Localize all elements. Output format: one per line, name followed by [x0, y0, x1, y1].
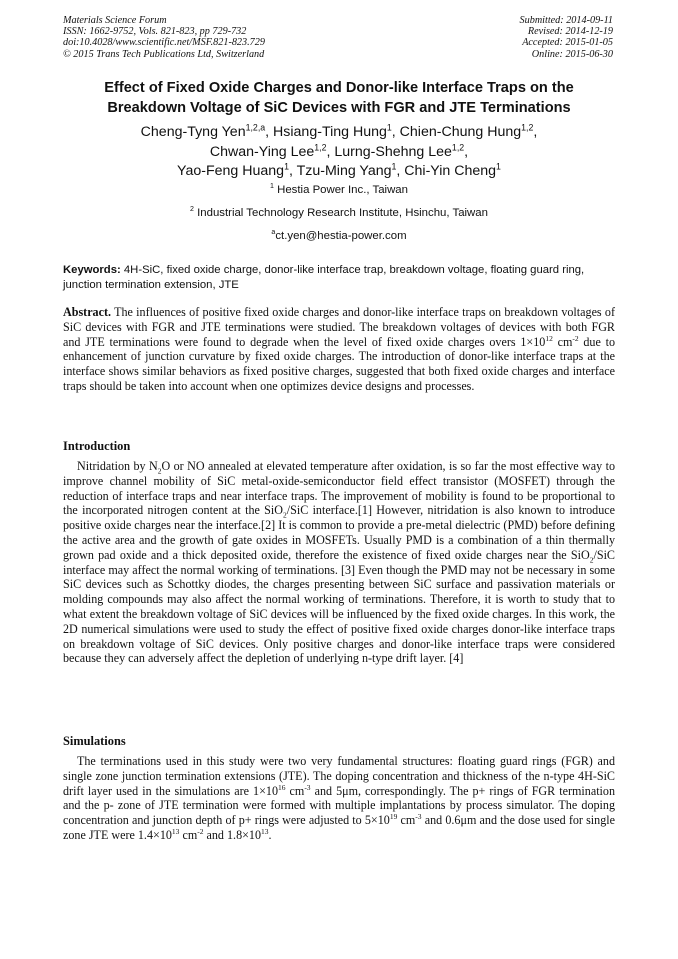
body-text: cm — [179, 827, 198, 842]
abstract-sup: -2 — [572, 333, 579, 343]
body-sub: 2 — [589, 555, 594, 565]
body-text: The terminations used in this study were two very fundamental structures: floating guard rings (FGR) and single zone junction termination extensions (JTE). The doping concentration and thickness of the n-type 4H-SiC drift layer used in the simulations are 1×10 — [63, 754, 615, 798]
date-accepted: Accepted: 2015-01-05 — [522, 37, 613, 49]
date-revised: Revised: 2014-12-19 — [527, 26, 613, 38]
body-text: O or NO annealed at elevated temperature after oxidation, is so far the most effective way to improve channel mobility of SiC metal-oxide-semiconductor field effect transistor (MOSFET) through the reduction of interface traps and near interface traps. The improvement of mobility is found to be proportional to the incorporated nitrogen content at the SiO — [63, 459, 615, 518]
author-affil-sup: 1 — [284, 161, 289, 172]
simulations-heading: Simulations — [63, 734, 126, 748]
abstract-block — [63, 305, 615, 394]
keywords-text: 4H-SiC, fixed oxide charge, donor-like interface trap, breakdown voltage, floating guard ring, junction termination extension, JTE — [63, 264, 585, 291]
date-online: Online: 2015-06-30 — [531, 48, 613, 60]
affiliation-text: Hestia Power Inc., Taiwan — [273, 184, 408, 196]
body-sup: -3 — [304, 782, 311, 792]
simulations-paragraph — [63, 754, 615, 843]
abstract-sup: 12 — [545, 333, 553, 343]
author-affil-sup: 1 — [496, 161, 501, 172]
body-text: cm — [285, 783, 305, 798]
body-text: and 0.6μm and the dose used for single zone JTE were 1.4×10 — [63, 813, 615, 842]
journal-copyright: © 2015 Trans Tech Publications Ltd, Switzerland — [63, 48, 265, 60]
body-sup: 13 — [171, 826, 180, 836]
paper-title — [40, 79, 638, 118]
date-submitted: Submitted: 2014-09-11 — [519, 15, 613, 26]
author-separator: , — [533, 124, 538, 140]
title-line-2: Breakdown Voltage of SiC Devices with FGR and JTE Terminations — [107, 99, 571, 116]
body-text: Nitridation by N — [77, 459, 158, 473]
author-name: , Chien-Chung Hung — [391, 124, 522, 140]
body-sub: 2 — [157, 466, 162, 476]
author-list — [40, 123, 638, 182]
body-sup: 13 — [261, 826, 269, 836]
author-affil-sup: 1,2,a — [245, 122, 266, 133]
keywords-block — [63, 263, 615, 293]
author-line-3 — [40, 162, 638, 182]
email-text: ct.yen@hestia-power.com — [275, 230, 407, 242]
journal-header-left — [63, 15, 265, 60]
author-affil-sup: 1 — [391, 161, 397, 172]
abstract-text: cm — [552, 334, 573, 349]
body-text: /SiC interface may affect the normal working of terminations. [3] Even though the PMD may not be necessary in some SiC devices such as Schottky diodes, the charges presenting between SiC surface and passivation materials or molding compounds may also affect the normal working of terminations. Therefore, it is worth to study that to what extent the breakdown voltage of SiC devices will be influenced by the fixed oxide charges. In this work, the 2D numerical simulations were used to study the effect of positive fixed oxide charges donor-like interface traps on breakdown voltage of SiC devices. Only positive charges and donor-like interface traps were considered because they can adversely affect the depletion of underlying n-type drift layer. [4] — [63, 547, 615, 666]
author-name: , Chi-Yin Cheng — [396, 163, 497, 180]
body-sub: 2 — [283, 510, 287, 520]
body-text: . — [268, 827, 272, 842]
author-name: Yao-Feng Huang — [177, 163, 285, 180]
affiliation-2 — [40, 207, 638, 219]
journal-doi: doi:10.4028/www.scientific.net/MSF.821-823.729 — [63, 37, 265, 49]
abstract-text: The influences of positive fixed oxide charges and donor-like interface traps on breakdown voltages of SiC devices with FGR and JTE terminations were studied. The breakdown voltages of devices with both FGR and JTE terminations were found to degrade when the level of fixed oxide charges overs 1×10 — [63, 305, 615, 349]
abstract-label: Abstract. — [63, 305, 112, 319]
author-line-1 — [40, 123, 638, 143]
author-name: , Lurng-Shehng Lee — [326, 143, 452, 160]
body-text: cm — [397, 813, 416, 828]
affiliation-sup: 2 — [190, 206, 194, 214]
author-name: , Tzu-Ming Yang — [288, 163, 392, 180]
affiliation-text: Industrial Technology Research Institute, Hsinchu, Taiwan — [193, 207, 488, 219]
body-text: and 5μm, correspondingly. The p+ rings of FGR termination and the p- zone of JTE termination were formed with multiple implantations by process simulator. The doping concentration and junction depth of p+ rings were adjusted to 5×10 — [63, 783, 616, 828]
body-sup: 16 — [278, 782, 286, 792]
title-line-1: Effect of Fixed Oxide Charges and Donor-like Interface Traps on the — [104, 80, 574, 96]
author-affil-sup: 1,2 — [314, 141, 327, 152]
affiliation-1 — [40, 184, 638, 196]
author-affil-sup: 1 — [386, 122, 392, 133]
body-sup: 19 — [389, 812, 398, 822]
author-line-2 — [40, 143, 638, 163]
introduction-paragraph — [63, 459, 615, 666]
email-sup: a — [271, 229, 276, 237]
author-affil-sup: 1,2 — [521, 122, 534, 133]
journal-issn: ISSN: 1662-9752, Vols. 821-823, pp 729-732 — [63, 26, 247, 38]
journal-header-right — [520, 15, 613, 60]
author-email — [40, 230, 638, 242]
abstract-text: due to enhancement of junction curvature by fixed oxide charges. The introduction of donor-like interface traps at the interface shows similar behaviors as fixed positive charges, suggested that both fixed oxide charges and interface traps should be taken into account when one optimizes device designs and processes. — [63, 334, 615, 393]
body-sup: -3 — [415, 812, 422, 822]
keywords-label: Keywords: — [63, 264, 121, 276]
introduction-heading: Introduction — [63, 439, 131, 453]
affiliation-sup: 1 — [270, 183, 274, 191]
author-separator: , — [464, 143, 469, 160]
author-name: , Hsiang-Ting Hung — [265, 124, 387, 140]
author-name: Cheng-Tyng Yen — [140, 124, 246, 140]
author-name: Chwan-Ying Lee — [209, 143, 315, 160]
body-sup: -2 — [197, 826, 204, 836]
body-text: /SiC interface.[1] However, nitridation is also known to introduce positive oxide charges near the interface.[2] It is common to provide a pre-metal dielectric (PMD) before defining the active area and the growth of gate oxides in MOSFETs. Usually PMD is a combination of a thin thermally grown pad oxide and a thick deposited oxide, therefore the existence of fixed oxide charges near the SiO — [63, 503, 615, 562]
body-text: and 1.8×10 — [203, 827, 262, 842]
author-affil-sup: 1,2 — [451, 141, 465, 152]
journal-name: Materials Science Forum — [63, 15, 167, 26]
